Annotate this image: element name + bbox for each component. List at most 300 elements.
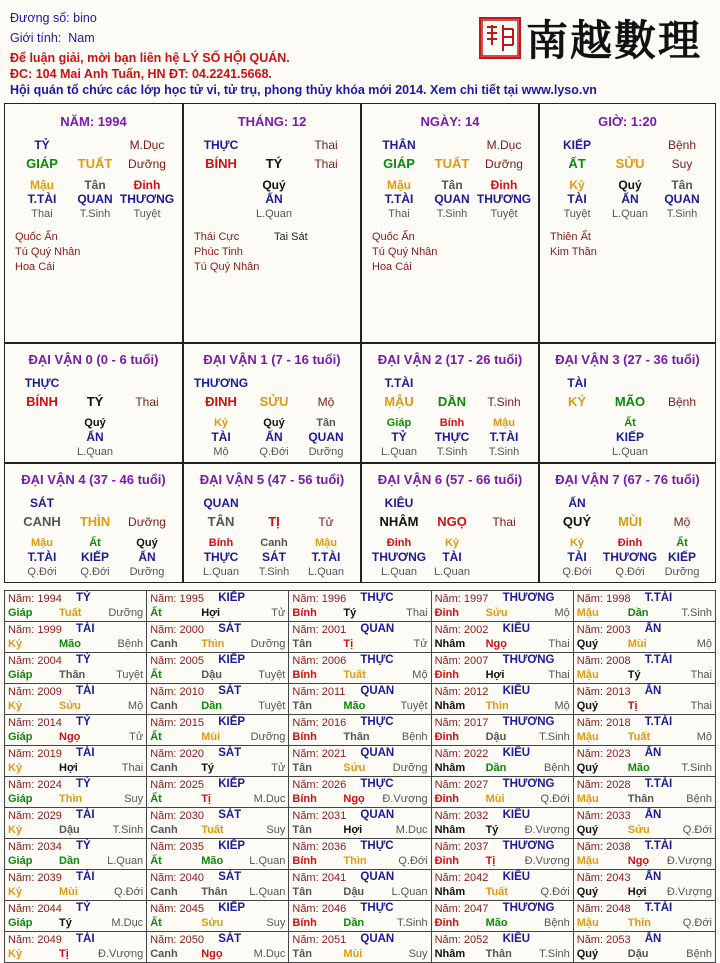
dai-van-title: ĐẠI VẬN 2 (17 - 26 tuổi)	[377, 352, 523, 367]
annual-cell[interactable]	[573, 870, 715, 901]
hidden-phase: Q.Đới	[80, 566, 110, 578]
annual-cell[interactable]	[147, 932, 289, 963]
hidden-phase: Thai	[31, 208, 53, 220]
contact-line: Để luận giải, mời bạn liên hệ LÝ SỐ HỘI QUÁN.	[10, 51, 290, 65]
annual-stem: Mậu	[576, 793, 599, 805]
annual-god: SÁT	[218, 685, 242, 697]
annual-stem: Ất	[150, 669, 162, 681]
hidden-phase: T.Sinh	[436, 446, 468, 458]
annual-god: KIẾP	[218, 654, 246, 666]
annual-branch: Thân	[59, 669, 86, 681]
annual-god: KIẾP	[218, 716, 246, 728]
annual-year: Năm: 2047	[434, 903, 489, 915]
annual-phase: Đ.Vượng	[524, 824, 570, 836]
annual-cell[interactable]	[5, 777, 147, 808]
annual-cell[interactable]	[431, 715, 573, 746]
dai-van-phase: Mộ	[673, 515, 691, 529]
star-label-right: Tai Sát	[274, 231, 308, 243]
annual-cell-content	[432, 839, 573, 869]
annual-table	[4, 590, 716, 963]
annual-cell[interactable]	[147, 901, 289, 932]
annual-cell[interactable]	[573, 746, 715, 777]
annual-god: KIÊU	[502, 747, 531, 759]
dai-van-box[interactable]	[4, 463, 183, 583]
dai-van-god: SÁT	[30, 496, 54, 510]
annual-cell-content	[5, 932, 146, 962]
hidden-god: KIẾP	[667, 550, 696, 564]
star-label: Quốc Ấn	[372, 231, 415, 243]
dai-van-box[interactable]	[539, 463, 716, 583]
annual-god: QUAN	[360, 809, 395, 821]
annual-year: Năm: 2009	[8, 686, 62, 698]
annual-branch: Tị	[485, 855, 496, 867]
annual-phase: M.Dục	[111, 917, 144, 929]
annual-cell[interactable]	[289, 591, 431, 622]
annual-phase: Thai	[690, 669, 712, 681]
pillar-box	[361, 103, 539, 343]
annual-year: Năm: 2004	[8, 655, 62, 667]
hidden-god: THỰC	[434, 430, 470, 444]
annual-cell[interactable]	[431, 901, 573, 932]
annual-branch: Thìn	[485, 700, 509, 712]
hidden-stem: Ất	[676, 537, 688, 549]
annual-row	[5, 622, 716, 653]
hidden-god: ẤN	[265, 430, 283, 444]
annual-cell[interactable]	[289, 777, 431, 808]
annual-cell[interactable]	[573, 839, 715, 870]
annual-god: THỰC	[360, 592, 394, 604]
dai-van-box[interactable]	[183, 343, 361, 463]
annual-god: KIẾP	[218, 902, 246, 914]
annual-cell[interactable]	[289, 808, 431, 839]
hidden-god: THƯƠNG	[602, 550, 658, 564]
annual-branch: Dậu	[59, 824, 80, 836]
annual-phase: Bệnh	[544, 762, 570, 774]
annual-god: QUAN	[360, 747, 395, 759]
annual-cell-content	[574, 839, 715, 869]
annual-stem: Giáp	[8, 793, 33, 805]
annual-phase: Dưỡng	[108, 607, 144, 619]
annual-phase: Suy	[266, 917, 286, 929]
annual-god: THỰC	[360, 902, 394, 914]
annual-stem: Đinh	[434, 731, 460, 743]
annual-branch: Tý	[59, 917, 72, 929]
dai-van-branch: MÃO	[614, 394, 646, 409]
annual-cell[interactable]	[147, 591, 289, 622]
hidden-god: T.TÀI	[27, 192, 57, 206]
annual-branch: Dậu	[627, 948, 649, 960]
annual-phase: Suy	[266, 824, 286, 836]
annual-year: Năm: 2007	[434, 655, 489, 667]
hidden-stem: Kỷ	[213, 417, 229, 429]
annual-god: TỶ	[76, 840, 91, 852]
annual-cell-content	[574, 653, 715, 683]
dai-van-god: T.TÀI	[384, 376, 414, 390]
annual-phase: Bệnh	[686, 793, 712, 805]
annual-year: Năm: 2001	[292, 624, 347, 636]
annual-cell[interactable]	[289, 932, 431, 963]
annual-cell-content	[432, 901, 573, 931]
annual-cell-content	[147, 870, 288, 900]
annual-year: Năm: 2036	[292, 841, 347, 853]
annual-branch: Ngọ	[485, 638, 507, 650]
annual-cell[interactable]	[573, 622, 715, 653]
dai-van-stem: MẬU	[384, 394, 414, 409]
star-label: Quốc Ấn	[15, 231, 58, 243]
pillar-branch: SỬU	[615, 156, 645, 171]
annual-phase: Suy	[408, 948, 428, 960]
annual-phase: Tuyệt	[258, 700, 286, 712]
annual-cell[interactable]	[5, 746, 147, 777]
annual-branch: Tý	[343, 607, 357, 619]
annual-cell[interactable]	[573, 932, 715, 963]
annual-god: TÀI	[76, 685, 95, 697]
annual-god: T.TÀI	[644, 840, 673, 852]
annual-cell[interactable]	[289, 622, 431, 653]
annual-branch: Sửu	[343, 762, 366, 774]
annual-cell[interactable]	[431, 808, 573, 839]
annual-branch: Hợi	[627, 886, 647, 898]
annual-god: SÁT	[218, 933, 242, 945]
annual-year: Năm: 2000	[150, 624, 204, 636]
annual-cell[interactable]	[289, 746, 431, 777]
annual-cell-content	[5, 839, 146, 869]
annual-cell[interactable]	[431, 622, 573, 653]
dai-van-box[interactable]	[539, 343, 716, 463]
annual-branch: Sửu	[59, 700, 82, 712]
annual-stem: Đinh	[434, 793, 460, 805]
annual-cell[interactable]	[431, 839, 573, 870]
annual-cell[interactable]	[573, 591, 715, 622]
seal-logo-icon	[479, 17, 521, 59]
annual-cell-content	[574, 808, 715, 838]
annual-stem: Nhâm	[434, 886, 466, 898]
hidden-phase: Q.Đới	[562, 566, 592, 578]
hidden-stem: Mậu	[315, 537, 337, 549]
annual-cell-content	[147, 777, 288, 807]
annual-cell[interactable]	[573, 808, 715, 839]
annual-year: Năm: 2026	[292, 779, 347, 791]
hidden-phase: T.Sinh	[666, 208, 698, 220]
annual-cell-content	[574, 684, 715, 714]
annual-stem: Tân	[292, 762, 312, 774]
annual-phase: M.Dục	[253, 948, 286, 960]
annual-god: THƯƠNG	[502, 778, 555, 790]
annual-year: Năm: 2045	[150, 903, 204, 915]
annual-cell[interactable]	[573, 715, 715, 746]
pillar-title: THÁNG: 12	[237, 114, 307, 129]
annual-stem: Mậu	[576, 731, 599, 743]
annual-cell[interactable]	[431, 653, 573, 684]
annual-god: KIÊU	[502, 933, 531, 945]
annual-branch: Tị	[59, 948, 69, 960]
hidden-phase: Mộ	[213, 446, 229, 458]
annual-cell-content	[574, 746, 715, 776]
annual-phase: Mộ	[696, 731, 712, 743]
annual-stem: Đinh	[434, 669, 460, 681]
annual-branch: Sửu	[201, 917, 224, 929]
annual-god: T.TÀI	[644, 654, 673, 666]
hidden-phase: T.Sinh	[436, 208, 468, 220]
annual-cell[interactable]	[289, 870, 431, 901]
dai-van-stem: BÍNH	[26, 394, 58, 409]
annual-phase: Mộ	[412, 669, 428, 681]
annual-god: QUAN	[360, 685, 395, 697]
annual-phase: Tử	[413, 638, 428, 650]
annual-branch: Tị	[343, 638, 354, 650]
annual-cell[interactable]	[147, 746, 289, 777]
hidden-phase: Dưỡng	[308, 446, 344, 458]
annual-phase: Tử	[271, 607, 286, 619]
annual-stem: Kỷ	[8, 638, 23, 650]
annual-phase: T.Sinh	[396, 917, 428, 929]
annual-cell[interactable]	[289, 715, 431, 746]
annual-year: Năm: 1999	[8, 624, 62, 636]
annual-cell[interactable]	[147, 777, 289, 808]
annual-cell[interactable]	[147, 684, 289, 715]
annual-cell-content	[574, 715, 715, 745]
annual-branch: Dậu	[343, 886, 365, 898]
hidden-god: T.TÀI	[311, 550, 341, 564]
class-info-line[interactable]: Hội quán tổ chức các lớp học tử vi, tử trụ, phong thủy khóa mới 2014. Xem chi tiết tại www.lyso.vn	[10, 83, 597, 97]
annual-god: TỶ	[76, 902, 91, 914]
annual-year: Năm: 2013	[576, 686, 631, 698]
annual-branch: Hợi	[59, 762, 78, 774]
annual-branch: Dần	[627, 607, 649, 619]
hidden-god: TÀI	[442, 550, 462, 564]
annual-cell[interactable]	[289, 901, 431, 932]
annual-cell[interactable]	[147, 870, 289, 901]
annual-god: QUAN	[360, 623, 395, 635]
hidden-stem: Ất	[624, 417, 636, 429]
annual-stem: Nhâm	[434, 762, 466, 774]
dai-van-branch: DẦN	[437, 394, 467, 409]
annual-cell[interactable]	[431, 777, 573, 808]
annual-cell[interactable]	[431, 870, 573, 901]
annual-cell-content	[432, 591, 573, 621]
annual-cell-content	[147, 591, 288, 621]
annual-cell[interactable]	[431, 684, 573, 715]
annual-cell[interactable]	[573, 653, 715, 684]
annual-stem: Ất	[150, 855, 162, 867]
annual-stem: Tân	[292, 824, 312, 836]
annual-year: Năm: 1998	[576, 593, 631, 605]
annual-cell[interactable]	[289, 684, 431, 715]
annual-cell[interactable]	[5, 622, 147, 653]
dai-van-branch: SỬU	[259, 394, 289, 409]
hidden-stem: Canh	[260, 537, 288, 549]
annual-cell-content	[289, 901, 430, 931]
annual-year: Năm: 2022	[434, 748, 489, 760]
annual-stem: Tân	[292, 700, 312, 712]
annual-cell-content	[289, 746, 430, 776]
annual-cell[interactable]	[147, 653, 289, 684]
hidden-god: THƯƠNG	[371, 550, 427, 564]
annual-cell[interactable]	[5, 591, 147, 622]
annual-branch: Dần	[59, 855, 80, 867]
hidden-god: THƯƠNG	[119, 192, 175, 206]
annual-phase: Bệnh	[544, 917, 570, 929]
annual-cell-content	[147, 684, 288, 714]
annual-year: Năm: 2050	[150, 934, 204, 946]
annual-stem: Mậu	[576, 917, 599, 929]
annual-branch: Mùi	[485, 793, 505, 805]
annual-cell-content	[289, 591, 430, 621]
dai-van-title: ĐẠI VẬN 0 (0 - 6 tuổi)	[28, 352, 159, 367]
annual-phase: Tuyệt	[400, 700, 428, 712]
annual-god: T.TÀI	[644, 902, 673, 914]
annual-cell[interactable]	[573, 901, 715, 932]
annual-cell-content	[5, 746, 146, 776]
annual-year: Năm: 2040	[150, 872, 204, 884]
annual-god: TÀI	[76, 809, 95, 821]
star-label: Thiên Ất	[550, 231, 591, 243]
annual-cell-content	[289, 684, 430, 714]
hidden-stem: Mậu	[387, 178, 411, 192]
annual-year: Năm: 2039	[8, 872, 62, 884]
annual-god: TỶ	[76, 592, 91, 604]
annual-cell-content	[5, 622, 146, 652]
dai-van-box[interactable]	[361, 463, 539, 583]
annual-cell[interactable]	[573, 777, 715, 808]
dai-van-phase: Mộ	[317, 395, 335, 409]
annual-stem: Bính	[292, 793, 317, 805]
annual-year: Năm: 2028	[576, 779, 631, 791]
annual-stem: Kỷ	[8, 948, 23, 960]
hidden-phase: Dưỡng	[664, 566, 700, 578]
star-label: Hoa Cái	[15, 261, 55, 273]
annual-cell-content	[289, 622, 430, 652]
annual-cell[interactable]	[431, 746, 573, 777]
annual-stem: Quý	[576, 638, 599, 650]
annual-row	[5, 684, 716, 715]
annual-cell-content	[432, 622, 573, 652]
annual-stem: Mậu	[576, 855, 599, 867]
annual-god: SÁT	[218, 747, 242, 759]
dai-van-box[interactable]	[361, 343, 539, 463]
annual-row	[5, 591, 716, 622]
annual-year: Năm: 2011	[292, 686, 346, 698]
annual-stem: Giáp	[8, 917, 33, 929]
annual-god: SÁT	[218, 871, 242, 883]
annual-stem: Giáp	[8, 607, 33, 619]
dai-van-box[interactable]	[183, 463, 361, 583]
gender-label: Giới tính:	[10, 31, 62, 45]
annual-cell[interactable]	[431, 591, 573, 622]
annual-year: Năm: 2048	[576, 903, 631, 915]
hidden-god: TỶ	[391, 430, 407, 444]
annual-branch: Dần	[485, 762, 507, 774]
hidden-stem: Ất	[89, 537, 101, 549]
hidden-stem: Kỷ	[444, 537, 460, 549]
annual-cell[interactable]	[5, 901, 147, 932]
annual-cell[interactable]	[147, 808, 289, 839]
annual-stem: Kỷ	[8, 824, 23, 836]
pillar-top-phase: M.Dục	[129, 138, 165, 152]
annual-row	[5, 746, 716, 777]
annual-branch: Dậu	[201, 669, 222, 681]
annual-cell[interactable]	[147, 715, 289, 746]
hidden-stem: Tân	[441, 178, 463, 192]
annual-cell[interactable]	[5, 715, 147, 746]
annual-phase: Dưỡng	[250, 731, 286, 743]
annual-cell[interactable]	[431, 932, 573, 963]
annual-phase: Thai	[548, 638, 570, 650]
annual-stem: Canh	[150, 948, 178, 960]
hidden-stem: Mậu	[31, 537, 53, 549]
annual-phase: Tử	[271, 762, 286, 774]
annual-cell[interactable]	[5, 932, 147, 963]
annual-cell[interactable]	[289, 653, 431, 684]
hidden-phase: T.Sinh	[488, 446, 520, 458]
annual-phase: Q.Đới	[540, 793, 570, 805]
annual-god: THỰC	[360, 654, 394, 666]
annual-cell[interactable]	[5, 808, 147, 839]
annual-cell[interactable]	[5, 684, 147, 715]
annual-god: ẤN	[644, 871, 662, 883]
pillar-title: NGÀY: 14	[420, 114, 480, 129]
annual-cell-content	[147, 839, 288, 869]
annual-god: TỶ	[76, 778, 91, 790]
annual-year: Năm: 2017	[434, 717, 489, 729]
annual-branch: Hợi	[201, 607, 221, 619]
annual-branch: Tị	[627, 700, 638, 712]
hidden-phase: Tuyệt	[490, 208, 518, 220]
annual-phase: Dưỡng	[392, 762, 428, 774]
annual-stem: Giáp	[8, 855, 33, 867]
annual-year: Năm: 1994	[8, 593, 62, 605]
star-label: Tú Quý Nhân	[15, 246, 81, 258]
hidden-phase: L.Quan	[307, 566, 345, 578]
star-label: Thái Cực	[194, 231, 240, 243]
pillar-stem: BÍNH	[205, 156, 237, 171]
annual-cell[interactable]	[5, 839, 147, 870]
annual-cell-content	[289, 653, 430, 683]
hidden-phase: L.Quan	[255, 208, 293, 220]
annual-god: KIẾP	[218, 778, 246, 790]
header	[0, 0, 720, 100]
dai-van-box[interactable]	[4, 343, 183, 463]
annual-cell[interactable]	[147, 839, 289, 870]
hidden-stem: Đinh	[133, 178, 161, 192]
annual-year: Năm: 2033	[576, 810, 631, 822]
annual-cell[interactable]	[5, 870, 147, 901]
annual-branch: Thân	[343, 731, 370, 743]
dai-van-branch: TỊ	[268, 514, 280, 529]
hidden-god: ẤN	[621, 192, 639, 206]
hidden-stem: Kỷ	[569, 537, 585, 549]
annual-god: KIẾP	[218, 840, 246, 852]
annual-cell[interactable]	[289, 839, 431, 870]
annual-year: Năm: 2002	[434, 624, 489, 636]
annual-year: Năm: 2027	[434, 779, 489, 791]
annual-god: THỰC	[360, 778, 394, 790]
annual-cell-content	[147, 622, 288, 652]
dai-van-title: ĐẠI VẬN 7 (67 - 76 tuổi)	[555, 472, 700, 487]
annual-stem: Ất	[150, 917, 162, 929]
annual-god: QUAN	[360, 933, 395, 945]
pillar-top-phase: M.Dục	[486, 138, 522, 152]
annual-cell[interactable]	[147, 622, 289, 653]
annual-cell[interactable]	[573, 684, 715, 715]
annual-branch: Ngọ	[201, 948, 223, 960]
hidden-god: ẤN	[265, 192, 283, 206]
annual-stem: Nhâm	[434, 700, 466, 712]
hidden-god: QUAN	[308, 430, 344, 444]
annual-cell[interactable]	[5, 653, 147, 684]
annual-god: T.TÀI	[644, 778, 673, 790]
pillar-stem: ẤT	[568, 156, 586, 171]
